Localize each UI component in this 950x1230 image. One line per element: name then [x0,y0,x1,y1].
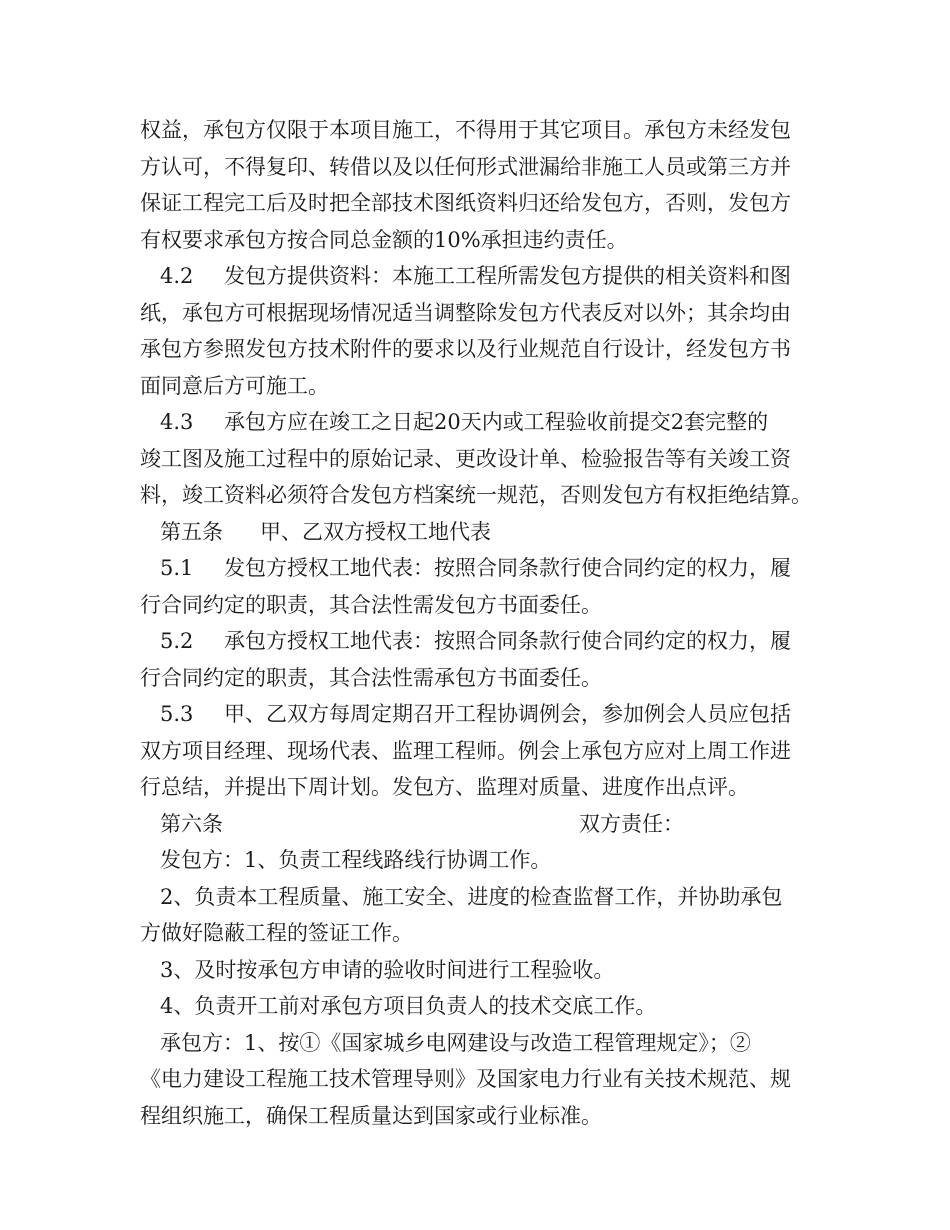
paragraph-line: 程组织施工，确保工程质量达到国家或行业标准。 [140,1103,602,1128]
paragraph-line: 行总结，并提出下周计划。发包方、监理对质量、进度作出点评。 [140,775,749,799]
clause-text: 承包方授权工地代表：按照合同条款行使合同约定的权力，履 [224,629,791,653]
paragraph-line: 行合同约定的职责，其合法性需发包方书面委任。 [140,592,602,617]
paragraph-line: 方认可，不得复印、转借以及以任何形式泄漏给非施工人员或第三方并 [140,154,791,179]
employer-duty-2: 2、负责本工程质量、施工安全、进度的检查监督工作，并协助承包 [160,884,783,909]
paragraph-line: 《电力建设工程施工技术管理导则》及国家电力行业有关技术规范、规 [140,1067,791,1091]
clause-5-3-first-line [140,696,820,733]
article-title: 甲、乙双方授权工地代表 [260,519,491,544]
document-body [140,112,820,1134]
clause-number: 5.1 [160,556,194,580]
paragraph-line: 权益，承包方仅限于本项目施工，不得用于其它项目。承包方未经发包 [140,118,791,142]
clause-number: 4.3 [160,410,194,434]
clause-number: 5.3 [160,702,194,726]
clause-text: 承包方应在竣工之日起20天内或工程验收前提交2套完整的 [224,410,769,434]
clause-text: 甲、乙双方每周定期召开工程协调例会，参加例会人员应包括 [224,702,791,726]
clause-number: 5.2 [160,629,194,653]
clause-5-1-first-line [140,550,820,587]
article-label: 第五条 [160,519,223,544]
employer-duty-4: 4、负责开工前对承包方项目负责人的技术交底工作。 [160,994,657,1018]
paragraph-line: 行合同约定的职责，其合法性需承包方书面委任。 [140,665,602,690]
paragraph-line: 保证工程完工后及时把全部技术图纸资料归还给发包方，否则，发包方 [140,191,791,215]
article-5-heading [140,514,820,551]
article-6-heading [140,806,820,843]
paragraph-line: 竣工图及施工过程中的原始记录、更改设计单、检验报告等有关竣工资 [140,446,791,471]
clause-5-2-first-line [140,623,820,660]
paragraph-line: 有权要求承包方按合同总金额的10%承担违约责任。 [140,227,628,252]
article-title: 双方责任： [579,811,684,836]
paragraph-line: 料，竣工资料必须符合发包方档案统一规范，否则发包方有权拒绝结算。 [140,483,812,507]
paragraph-line: 面同意后方可施工。 [140,373,329,398]
clause-4-2-first-line [140,258,820,295]
employer-duty-1: 发包方：1、负责工程线路线行协调工作。 [160,848,552,872]
clause-number: 4.2 [160,264,194,288]
paragraph-line: 承包方参照发包方技术附件的要求以及行业规范自行设计，经发包方书 [140,337,791,361]
paragraph-line: 纸，承包方可根据现场情况适当调整除发包方代表反对以外；其余均由 [140,300,791,325]
clause-text: 发包方提供资料：本施工工程所需发包方提供的相关资料和图 [224,264,791,288]
contractor-duty-1: 承包方：1、按①《国家城乡电网建设与改造工程管理规定》；② [160,1030,751,1055]
employer-duty-3: 3、及时按承包方申请的验收时间进行工程验收。 [160,957,615,982]
article-label: 第六条 [160,811,223,836]
clause-4-3-first-line [140,404,820,441]
paragraph-line: 双方项目经理、现场代表、监理工程师。例会上承包方应对上周工作进 [140,738,791,763]
clause-text: 发包方授权工地代表：按照合同条款行使合同约定的权力，履 [224,556,791,580]
paragraph-line: 方做好隐蔽工程的签证工作。 [140,921,413,945]
